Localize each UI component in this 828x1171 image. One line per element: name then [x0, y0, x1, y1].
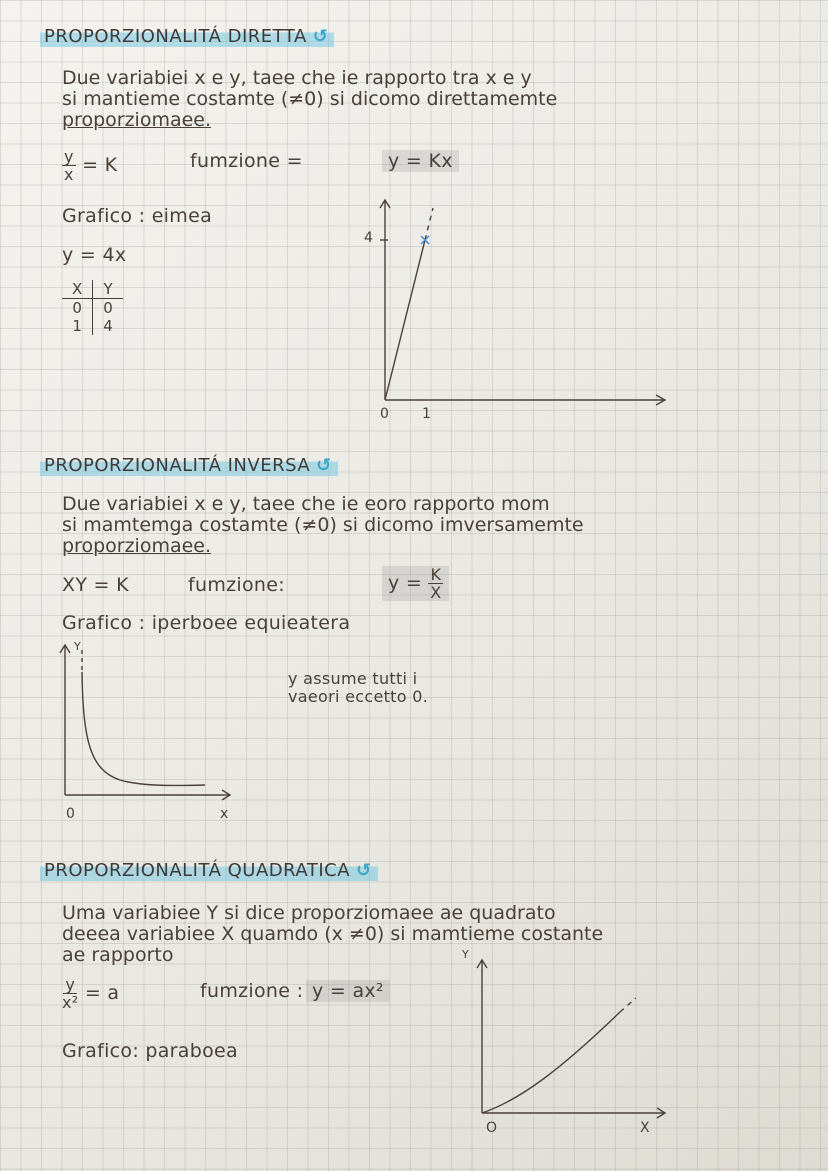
quadratic-y-axis-label: Y [462, 948, 469, 961]
section-title-quadratic: PROPORZIONALITÁ QUADRATICA ↺ [40, 860, 378, 881]
swirl-icon: ↺ [316, 455, 332, 476]
direct-ratio-formula: $\frac{y}{x}$ = K [64, 147, 118, 184]
direct-x-tick: 1 [422, 406, 431, 422]
quadratic-definition: Uma variabiee Y si dice proporziomaee ae quadrato deeea variabiee X quamdo (x ≠0) si mamtieme costante ae rapporto [62, 902, 604, 966]
direct-origin: 0 [380, 406, 389, 422]
inverse-note: y assume tutti i vaeori eccetto 0. [288, 669, 429, 706]
swirl-icon: ↺ [312, 26, 329, 47]
inverse-graph-label: Grafico : iperboee equieatera [62, 612, 351, 634]
direct-example: y = 4x [62, 244, 127, 266]
quadratic-graph [477, 960, 665, 1118]
hyperbola-curve [82, 672, 205, 785]
swirl-icon: ↺ [356, 860, 372, 881]
inverse-y-axis-label: Y [74, 640, 81, 653]
direct-function: y = Kx [382, 150, 459, 172]
section-title-inverse: PROPORZIONALITÁ INVERSA ↺ [40, 455, 338, 476]
quadratic-origin: O [486, 1120, 498, 1136]
inverse-function: y = $\frac{K}{X}$ [382, 566, 449, 601]
quadratic-function-label: fumzione : [200, 980, 304, 1002]
inverse-definition: Due variabiei x e y, taee che ie eoro rapporto mom si mamtemga costamte (≠0) si dicomo imversamemte proporziomaee. [62, 493, 584, 557]
inverse-product-formula: XY = K [62, 574, 129, 596]
direct-line [385, 240, 425, 400]
direct-graph-label: Grafico : eimea [62, 205, 213, 227]
section-title-direct: PROPORZIONALITÁ DIRETTA ↺ [40, 26, 334, 47]
inverse-graph [60, 645, 230, 800]
direct-graph [380, 200, 665, 405]
quadratic-function: y = ax² [306, 980, 390, 1002]
inverse-x-axis-label: x [220, 806, 229, 822]
inverse-function-label: fumzione: [188, 574, 285, 596]
inverse-origin: 0 [66, 806, 75, 822]
direct-definition: Due variabiei x e y, taee che ie rapporto tra x e y si mantieme costamte (≠0) si dicomo direttamemte proporziomaee. [62, 67, 558, 131]
direct-line-extension [425, 208, 433, 240]
quadratic-x-axis-label: X [640, 1120, 650, 1136]
quadratic-graph-label: Grafico: paraboea [62, 1040, 238, 1062]
direct-function-label: fumzione = [190, 150, 303, 172]
direct-value-table: X Y 0 0 1 4 [62, 280, 123, 335]
parabola-curve [482, 1012, 620, 1113]
quadratic-ratio-formula: $\frac{y}{\text{x²}}$ = a [62, 975, 120, 1012]
direct-y-tick: 4 [364, 230, 373, 246]
